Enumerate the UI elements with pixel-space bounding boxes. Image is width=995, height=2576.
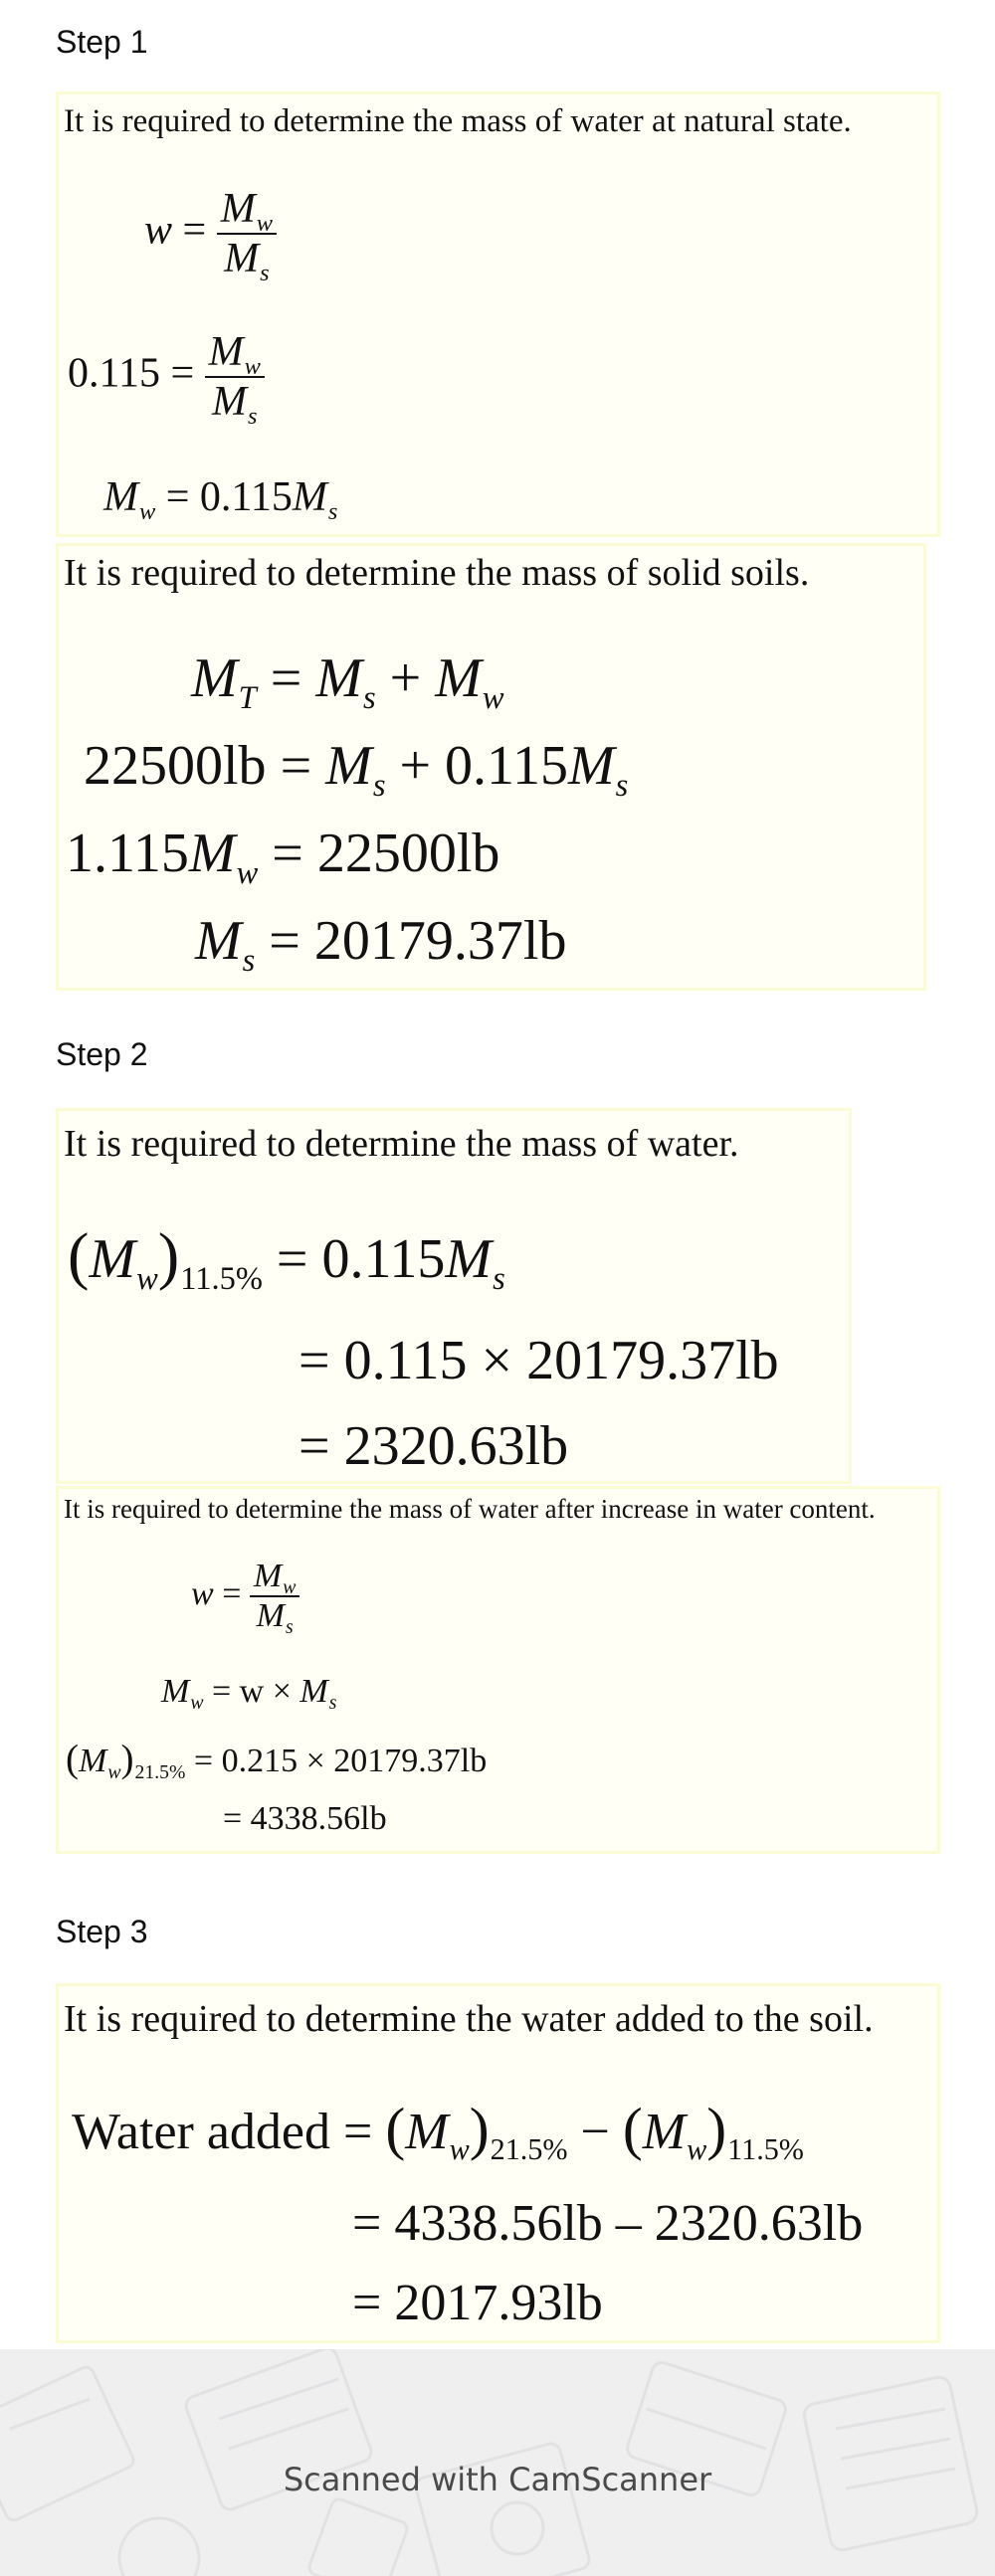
water-added-result: = 2017.93lb [352, 2275, 603, 2331]
combined-mass-equation: $1.115M_w = 22500lb$ [66, 823, 500, 892]
mass-water-natural-result: = 2320.63lb [298, 1415, 569, 1477]
water-added-substituted: = 4338.56lb – 2320.63lb [352, 2195, 864, 2252]
total-mass-equation: $M_T = M_s + M_w$ [191, 647, 504, 717]
camscanner-footer [0, 2349, 995, 2576]
step-3-label: Step 3 [56, 1914, 148, 1949]
mass-water-natural-substituted: = 0.115 × 20179.37lb [298, 1330, 779, 1391]
after-increase-box [56, 1486, 940, 1854]
mass-solids-result: $M_s = 20179.37lb$ [195, 910, 567, 980]
scanned-with-camscanner-text: Scanned with CamScanner [283, 2461, 712, 2498]
mass-water-increased-equation: $(M_w)_{21.5\%} = 0.215 \times 20179.37lb$ [66, 1738, 488, 1784]
water-added-equation: Water added = $(M_w)_{21.5\%} - (M_w)_{11.5\%}$ [72, 2096, 804, 2167]
heading-solid-soils: It is required to determine the mass of solid soils. [64, 552, 810, 594]
mass-water-increased-result: = 4338.56lb [223, 1800, 387, 1837]
natural-state-box [56, 92, 940, 537]
total-mass-substituted: $22500lb = M_s + 0.115M_s$ [84, 735, 629, 805]
water-content-equation: w = $\frac{M_w}{M_s}$ [144, 185, 277, 282]
step-1-label: Step 1 [56, 24, 148, 60]
mass-water-natural-equation: $(M_w)_{11.5\%} = 0.115M_s$ [68, 1220, 505, 1298]
water-content-equation-2: w = $\frac{M_w}{M_s}$ [191, 1558, 299, 1635]
heading-natural-state: It is required to determine the mass of water at natural state. [64, 103, 852, 139]
water-content-value-equation: 0.115 = $\frac{M_w}{M_s}$ [68, 328, 265, 426]
heading-water-added: It is required to determine the water added to the soil. [64, 1998, 874, 2040]
mass-water-expression: $M_w = 0.115M_s$ [103, 474, 338, 526]
step-2-label: Step 2 [56, 1036, 148, 1072]
heading-mass-of-water: It is required to determine the mass of water. [64, 1123, 739, 1165]
heading-after-increase: It is required to determine the mass of water after increase in water content. [64, 1494, 876, 1524]
mass-water-product-equation: $M_w = w \times M_s$ [161, 1673, 337, 1715]
